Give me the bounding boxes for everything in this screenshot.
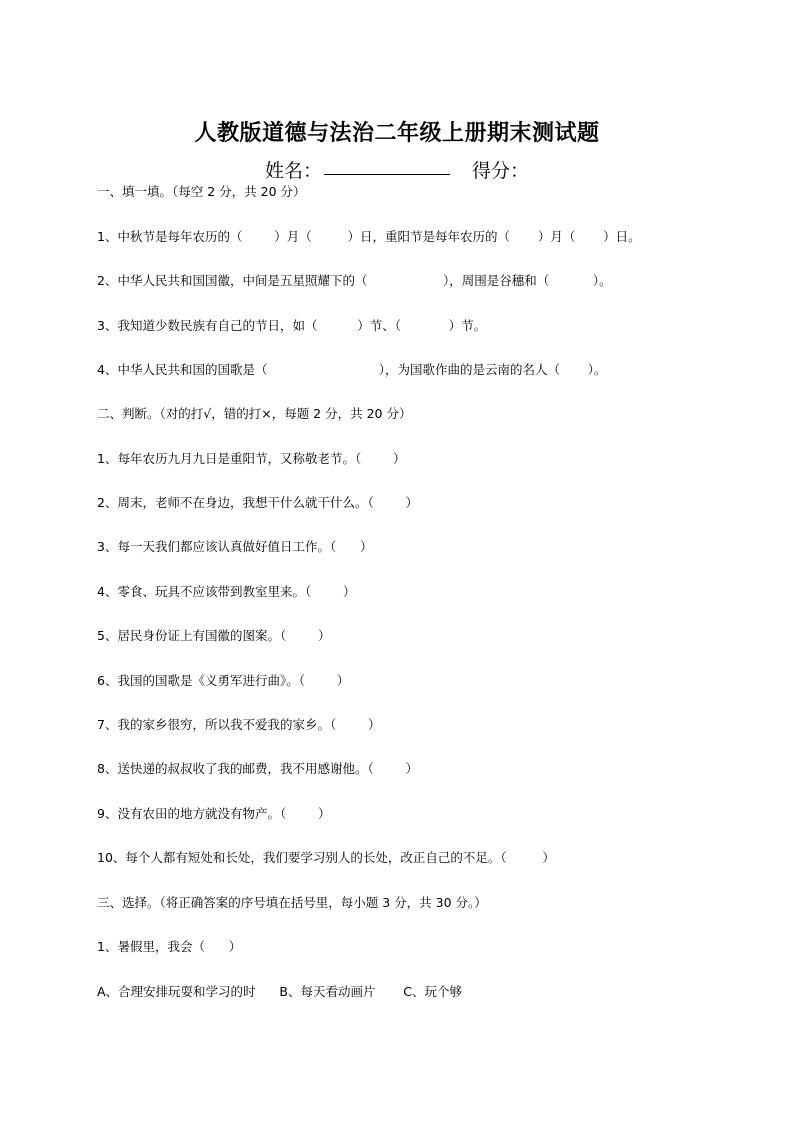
question-text: 5、居民身份证上有国徽的图案。（ ） [97,628,331,643]
question-text: 4、中华人民共和国的国歌是（ ），为国歌作曲的是云南的名人（ ）。 [97,362,607,377]
question-text: 1、每年农历九月九日是重阳节，又称敬老节。（ ） [97,451,406,466]
question-text: 6、我国的国歌是《义勇军进行曲》。（ ） [97,673,350,688]
question-text: 10、每个人都有短处和长处，我们要学习别人的长处，改正自己的不足。（ ） [97,850,555,865]
question-text: 1、中秋节是每年农历的（ ）月（ ）日，重阳节是每年农历的（ ）月（ ）日。 [97,229,641,244]
section-heading-choice: 三、选择。（将正确答案的序号填在括号里，每小题 3 分，共 30 分。） [97,895,487,910]
question-text: 8、送快递的叔叔收了我的邮费，我不用感谢他。（ ） [97,761,418,776]
student-info-row [0,156,794,183]
question-text: 2、周末，老师不在身边，我想干什么就干什么。（ ） [97,495,418,510]
question-text: 3、我知道少数民族有自己的节日，如（ ）节、（ ）节。 [97,318,487,333]
question-text: 1、暑假里，我会（ ） [97,939,242,954]
page-title: 人教版道德与法治二年级上册期末测试题 [194,120,600,146]
answer-options: A、合理安排玩耍和学习的时 B、每天看动画片 C、玩个够 [97,984,463,999]
section-heading-fill-in: 一、填一填。（每空 2 分，共 20 分） [97,184,306,199]
question-text: 3、每一天我们都应该认真做好值日工作。（ ） [97,539,373,554]
question-text: 2、中华人民共和国国徽，中间是五星照耀下的（ ），周围是谷穗和（ ）。 [97,273,612,288]
score-label: 得分： [472,160,530,182]
section-heading-judge: 二、判断。（对的打√，错的打×，每题 2 分，共 20 分） [97,406,412,421]
question-text: 4、零食、玩具不应该带到教室里来。（ ） [97,584,356,599]
name-blank-line [324,173,450,175]
name-label: 姓名： [264,160,322,182]
question-text: 7、我的家乡很穷，所以我不爱我的家乡。（ ） [97,717,381,732]
question-text: 9、没有农田的地方就没有物产。（ ） [97,806,331,821]
